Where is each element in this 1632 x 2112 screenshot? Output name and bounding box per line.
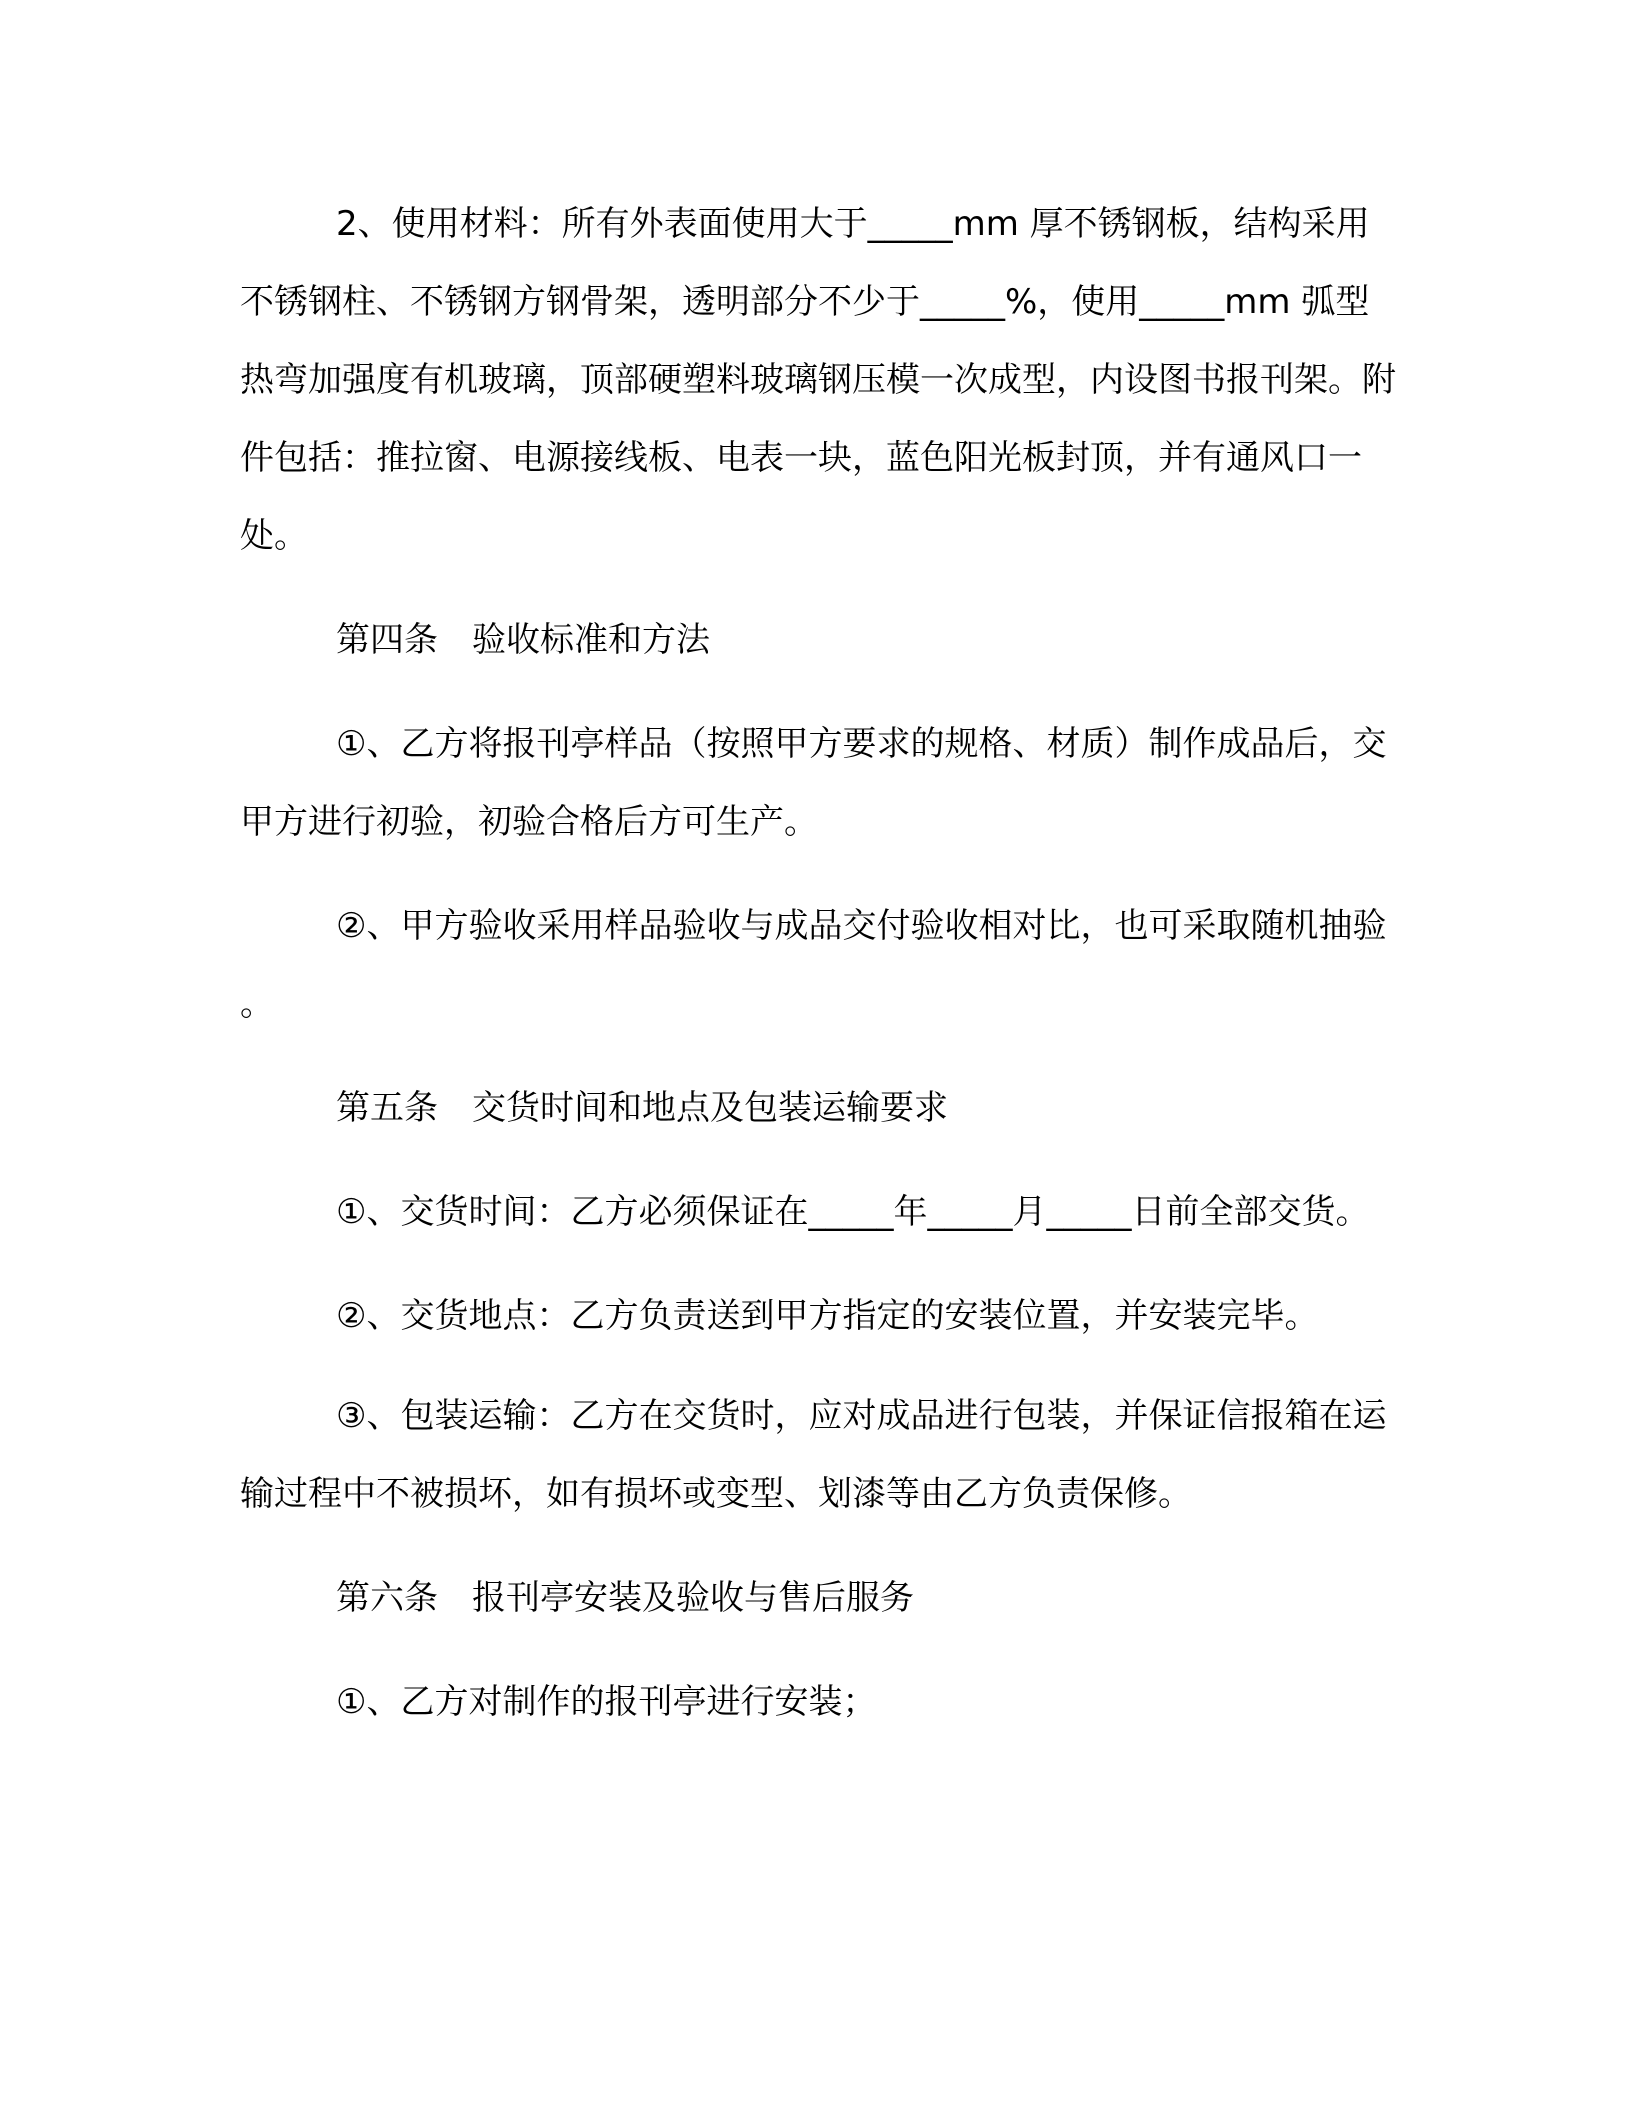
paragraph-article-6-item-1: ①、乙方对制作的报刊亭进行安装； [336,1682,877,1722]
paragraph-material: 2、使用材料：所有外表面使用大于_____mm 厚不锈钢板，结构采用不锈钢柱、不锈钢方钢骨架，透明部分不少于_____%，使用_____mm 弧型热弯加强度有机玻璃，顶部硬塑料玻璃钢压模一次成型，内设图书报刊架。附件包括：推拉窗、电源接线板、电表一块，蓝色阳光板封顶，并有通风口一处。 [240,204,1396,556]
paragraph-article-4-item-2: ②、甲方验收采用样品验收与成品交付验收相对比，也可采取随机抽验 。 [240,906,1398,1024]
heading-article-4: 第四条 验收标准和方法 [336,620,710,660]
paragraph-article-5-item-2: ②、交货地点：乙方负责送到甲方指定的安装位置，并安装完毕。 [336,1296,1319,1336]
heading-article-5: 第五条 交货时间和地点及包装运输要求 [336,1088,948,1128]
paragraph-article-5-item-1: ①、交货时间：乙方必须保证在_____年_____月_____日前全部交货。 [336,1192,1370,1232]
paragraph-article-4-item-1: ①、乙方将报刊亭样品（按照甲方要求的规格、材质）制作成品后，交甲方进行初验，初验合格后方可生产。 [240,724,1387,842]
document-body [240,185,1400,1767]
heading-article-6: 第六条 报刊亭安装及验收与售后服务 [336,1578,914,1618]
paragraph-article-5-item-3: ③、包装运输：乙方在交货时，应对成品进行包装，并保证信报箱在运输过程中不被损坏，如有损坏或变型、划漆等由乙方负责保修。 [240,1396,1387,1514]
